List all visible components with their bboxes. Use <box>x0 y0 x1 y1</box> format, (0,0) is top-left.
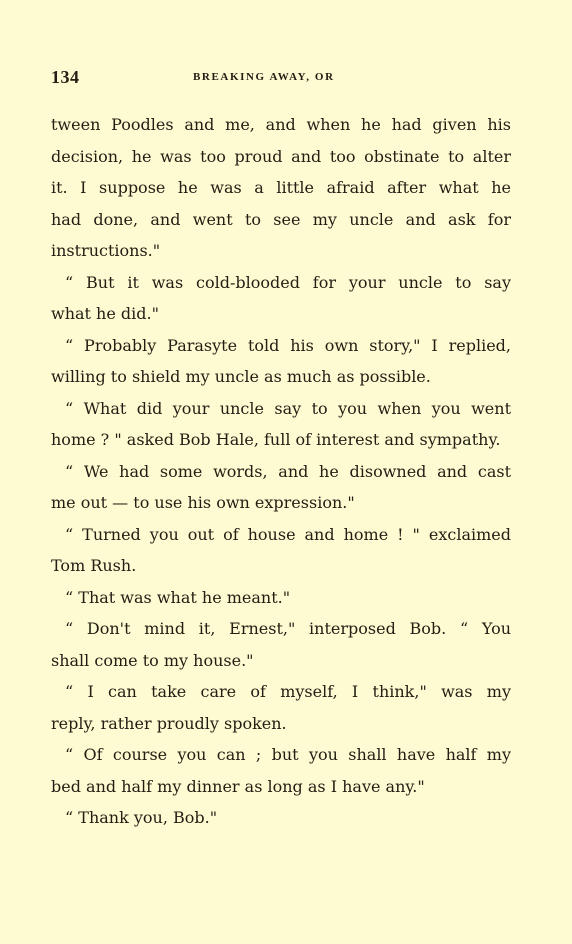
paragraph-first-line: “ We had some words, and he disowned and cast <box>65 461 511 481</box>
text-line: it. I suppose he was a little afraid after what he <box>51 178 511 197</box>
text-line: Tom Rush. <box>51 556 137 575</box>
text-line: me out — to use his own expression." <box>51 493 355 512</box>
paragraph-first-line: “ Of course you can ; but you shall have half my <box>65 745 511 764</box>
paragraph-first-line: “ I can take care of myself, I think," was my <box>65 682 511 701</box>
text-line: bed and half my dinner as long as I have any." <box>51 776 425 796</box>
paragraph-first-line: “ What did your uncle say to you when you went <box>65 398 511 418</box>
running-head: BREAKING AWAY, OR <box>193 71 335 83</box>
paragraph-first-line: “ That was what he meant." <box>65 587 291 607</box>
paragraph-first-line: “ Don't mind it, Ernest," interposed Bob. “ You <box>65 619 511 638</box>
paragraph-first-line: “ Probably Parasyte told his own story," I replied, <box>65 335 511 355</box>
text-line: what he did." <box>51 304 159 323</box>
text-line: decision, he was too proud and too obstinate to alter <box>51 146 511 166</box>
page-number: 134 <box>51 67 80 87</box>
text-line: instructions." <box>51 241 161 260</box>
text-line: reply, rather proudly spoken. <box>51 713 287 733</box>
text-line: tween Poodles and me, and when he had given his <box>51 115 511 134</box>
paragraph-first-line: “ But it was cold-blooded for your uncle to say <box>65 272 511 292</box>
paragraph-first-line: “ Turned you out of house and home ! " exclaimed <box>65 524 511 544</box>
paragraph-first-line: “ Thank you, Bob." <box>65 808 218 827</box>
page-header <box>51 67 511 87</box>
page-body <box>51 114 511 839</box>
text-line: willing to shield my uncle as much as possible. <box>51 367 431 386</box>
text-line: shall come to my house." <box>51 650 254 670</box>
text-line: home ? " asked Bob Hale, full of interest and sympathy. <box>51 430 501 449</box>
text-line: had done, and went to see my uncle and ask for <box>51 209 511 229</box>
